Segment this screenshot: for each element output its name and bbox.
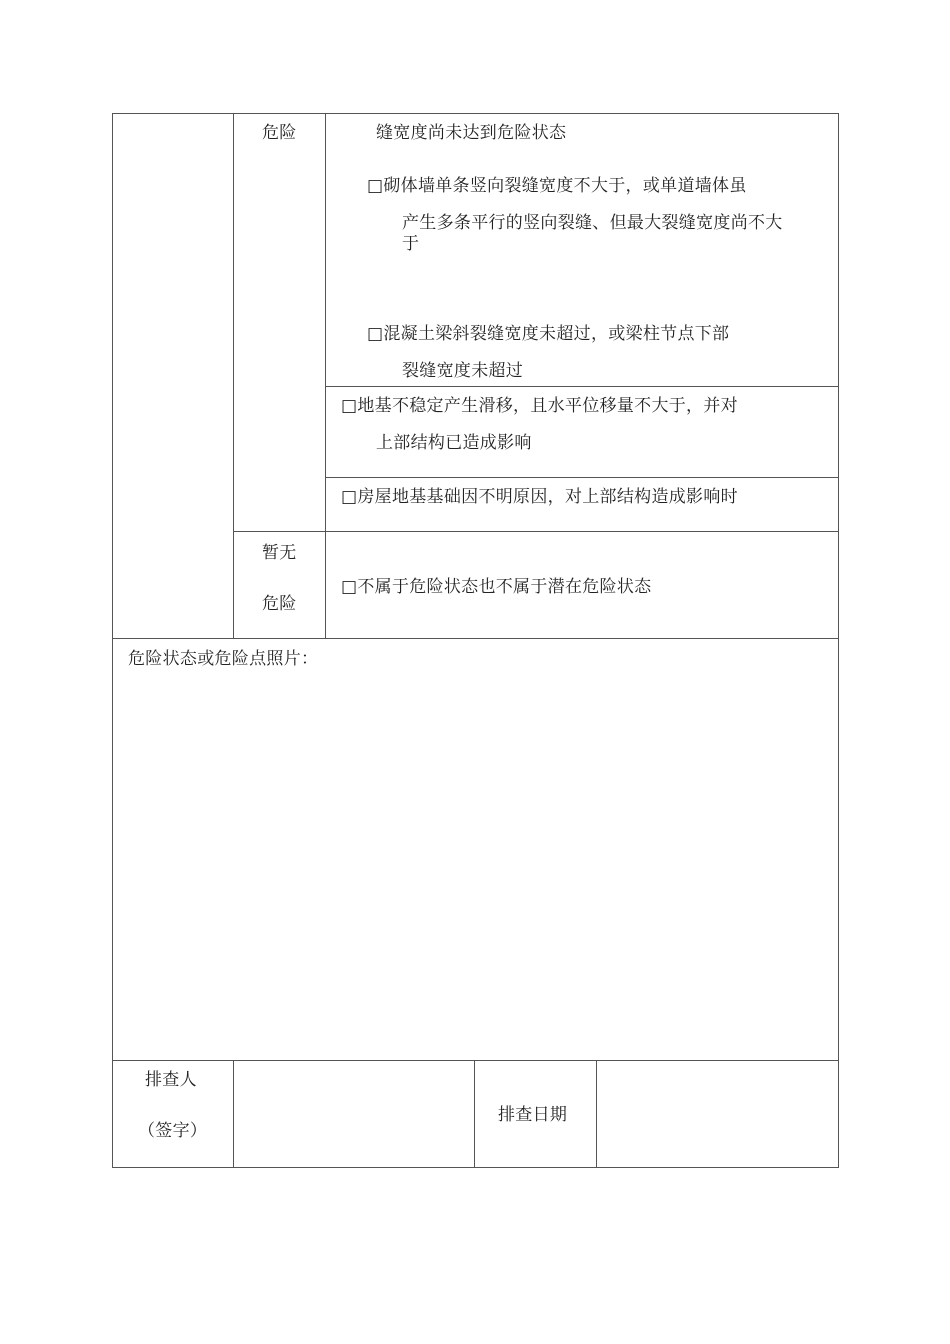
foundation-unknown-cause-option[interactable]: □房屋地基基础因不明原因，对上部结构造成影响时 xyxy=(341,487,738,507)
row-divider-4 xyxy=(112,638,839,639)
masonry-crack-option-line3: 于 xyxy=(402,234,420,254)
concrete-beam-crack-option-line2: 裂缝宽度未超过 xyxy=(402,361,524,381)
no-danger-label-line2: 危险 xyxy=(262,594,297,614)
no-danger-label-line1: 暂无 xyxy=(262,543,297,563)
row-divider-3 xyxy=(233,531,839,532)
danger-label: 危险 xyxy=(262,123,297,143)
table-border-top xyxy=(112,113,839,114)
row-divider-1 xyxy=(325,386,839,387)
table-border-right xyxy=(838,113,839,1168)
concrete-beam-crack-option[interactable]: □混凝土梁斜裂缝宽度未超过，或梁柱节点下部 xyxy=(367,324,730,344)
foundation-slide-option[interactable]: □地基不稳定产生滑移，且水平位移量不大于，并对 xyxy=(341,396,738,416)
crack-width-continuation: 缝宽度尚未达到危险状态 xyxy=(376,123,567,143)
no-danger-option[interactable]: □不属于危险状态也不属于潜在危险状态 xyxy=(341,577,652,597)
inspection-date-label: 排查日期 xyxy=(498,1105,568,1125)
signature-label: （签字） xyxy=(138,1121,208,1141)
col-divider-1 xyxy=(233,113,234,639)
row-divider-2 xyxy=(325,477,839,478)
photo-area[interactable] xyxy=(113,680,838,1060)
masonry-crack-option-line2: 产生多条平行的竖向裂缝、但最大裂缝宽度尚不大 xyxy=(402,213,783,233)
inspector-signature-field[interactable] xyxy=(234,1061,474,1167)
photo-section-label: 危险状态或危险点照片： xyxy=(128,649,319,669)
foundation-slide-option-line2: 上部结构已造成影响 xyxy=(376,433,532,453)
masonry-crack-option[interactable]: □砌体墙单条竖向裂缝宽度不大于，或单道墙体虽 xyxy=(367,176,747,196)
footer-col-divider-2 xyxy=(474,1060,475,1168)
col-divider-2 xyxy=(325,113,326,639)
inspector-label: 排查人 xyxy=(145,1070,197,1090)
inspection-date-field[interactable] xyxy=(597,1061,838,1167)
table-border-bottom xyxy=(112,1167,839,1168)
